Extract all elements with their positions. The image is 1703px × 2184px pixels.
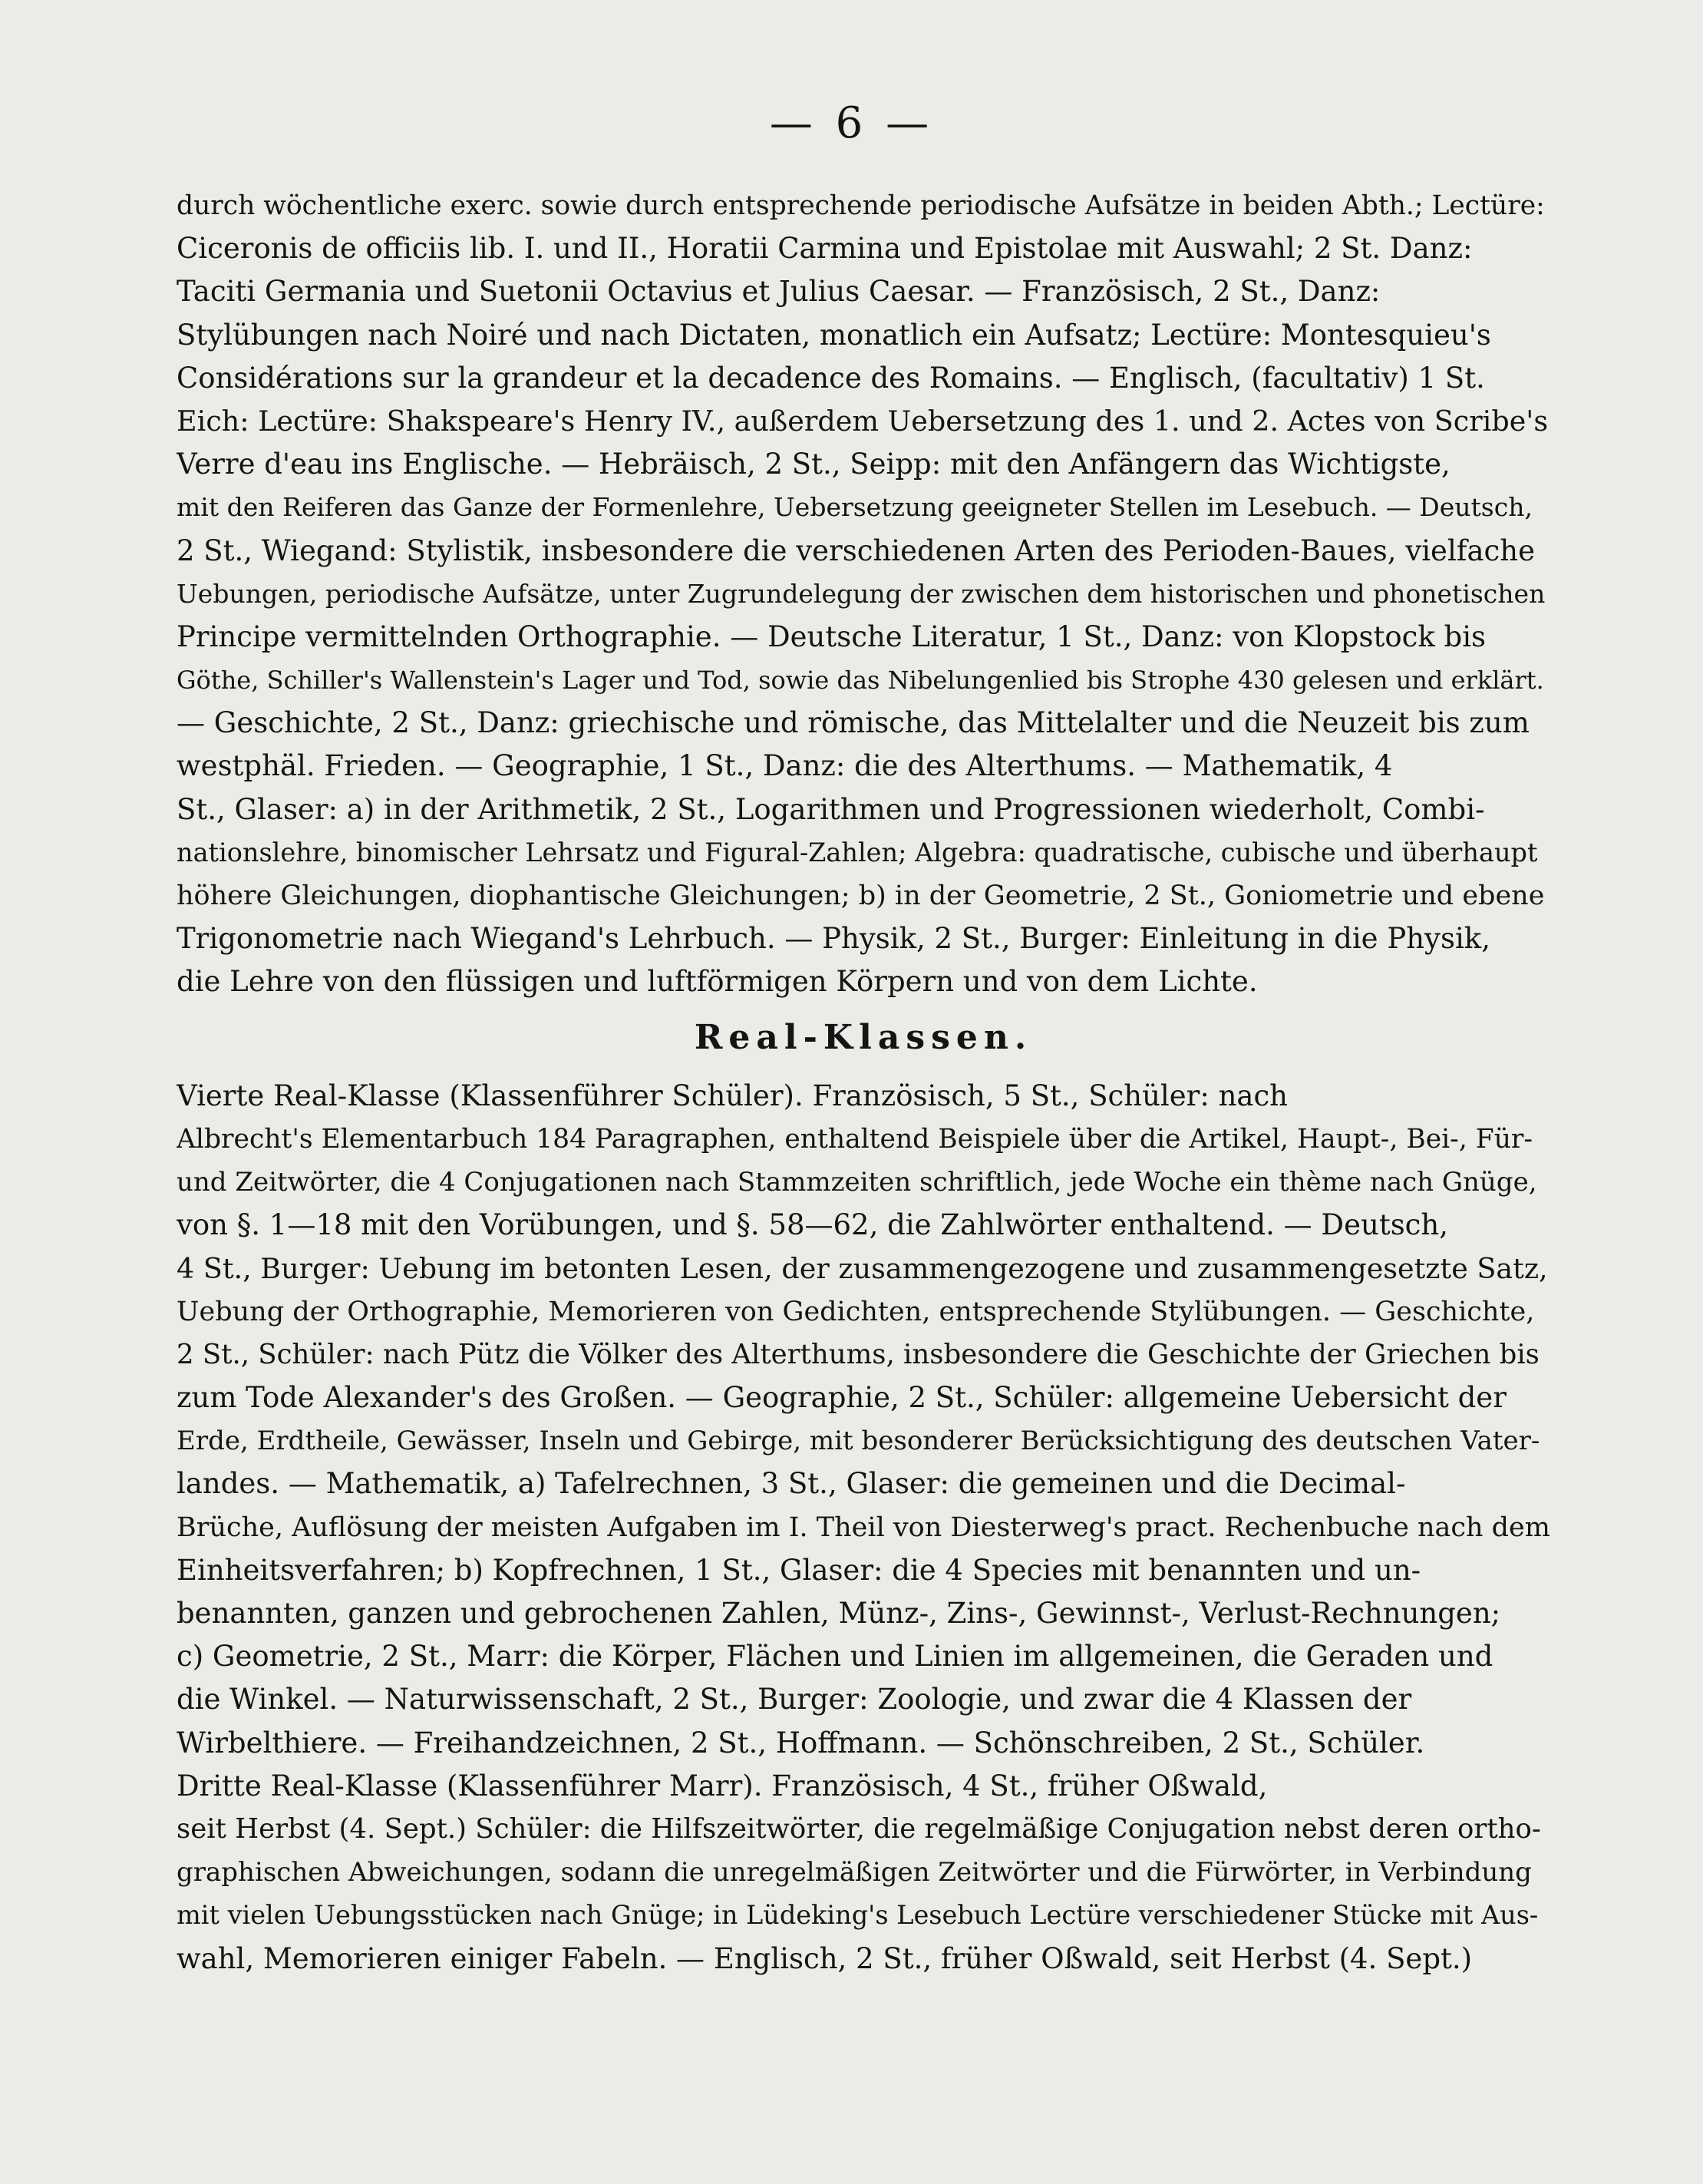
text-line: durch wöchentliche exerc. sowie durch entsprechende periodische Aufsätze in beiden Abth.; Lectüre: [177, 190, 1545, 221]
text-line: zum Tode Alexander's des Großen. — Geographie, 2 St., Schüler: allgemeine Uebersicht der [177, 1381, 1507, 1415]
text-line: Uebung der Orthographie, Memorieren von Gedichten, entsprechende Stylübungen. — Geschichte, [177, 1296, 1535, 1327]
text-line: Stylübungen nach Noiré und nach Dictaten, monatlich ein Aufsatz; Lectüre: Montesquieu's [177, 318, 1491, 352]
text-line: von §. 1—18 mit den Vorübungen, und §. 58—62, die Zahlwörter enthaltend. — Deutsch, [177, 1208, 1448, 1242]
text-line: Verre d'eau ins Englische. — Hebräisch, 2 St., Seipp: mit den Anfängern das Wichtigste, [177, 448, 1451, 481]
section-heading: Real-Klassen. [694, 1017, 1033, 1057]
text-line: mit den Reiferen das Ganze der Formenlehre, Uebersetzung geeigneter Stellen im Lesebuch. — Deutsch, [177, 492, 1533, 523]
text-line: Wirbelthiere. — Freihandzeichnen, 2 St., Hoffmann. — Schönschreiben, 2 St., Schüler. [177, 1726, 1425, 1759]
text-line: seit Herbst (4. Sept.) Schüler: die Hilfszeitwörter, die regelmäßige Conjugation nebst deren ortho- [177, 1812, 1541, 1845]
text-line: wahl, Memorieren einiger Fabeln. — Englisch, 2 St., früher Oßwald, seit Herbst (4. Sept.) [177, 1941, 1473, 1975]
text-line: nationslehre, binomischer Lehrsatz und Figural-Zahlen; Algebra: quadratische, cubische und überhaupt [177, 837, 1538, 867]
text-line: — Geschichte, 2 St., Danz: griechische und römische, das Mittelalter und die Neuzeit bis zum [177, 706, 1530, 740]
text-line: Trigonometrie nach Wiegand's Lehrbuch. — Physik, 2 St., Burger: Einleitung in die Physik, [177, 922, 1490, 956]
text-line: Considérations sur la grandeur et la decadence des Romains. — Englisch, (facultativ) 1 St. [177, 361, 1485, 395]
text-line: c) Geometrie, 2 St., Marr: die Körper, Flächen und Linien im allgemeinen, die Geraden und [177, 1640, 1493, 1674]
text-line: die Lehre von den flüssigen und luftförmigen Körpern und von dem Lichte. [177, 965, 1258, 999]
text-line: 4 St., Burger: Uebung im betonten Lesen, der zusammengezogene und zusammengesetzte Satz, [177, 1251, 1548, 1285]
text-line: Göthe, Schiller's Wallenstein's Lager und Tod, sowie das Nibelungenlied bis Strophe 430 gelesen und erklärt. [177, 666, 1544, 696]
text-line: Principe vermittelnden Orthographie. — Deutsche Literatur, 1 St., Danz: von Klopstock bis [177, 620, 1487, 653]
text-line: Einheitsverfahren; b) Kopfrechnen, 1 St., Glaser: die 4 Species mit benannten und un- [177, 1553, 1421, 1587]
text-line: St., Glaser: a) in der Arithmetik, 2 St., Logarithmen und Progressionen wiederholt, Combi- [177, 792, 1485, 826]
text-line: benannten, ganzen und gebrochenen Zahlen, Münz-, Zins-, Gewinnst-, Verlust-Rechnungen; [177, 1597, 1501, 1630]
text-line: die Winkel. — Naturwissenschaft, 2 St., Burger: Zoologie, und zwar die 4 Klassen der [177, 1683, 1412, 1716]
text-line: Uebungen, periodische Aufsätze, unter Zugrundelegung der zwischen dem historischen und phonetischen [177, 578, 1546, 609]
text-line: westphäl. Frieden. — Geographie, 1 St., Danz: die des Alterthums. — Mathematik, 4 [177, 749, 1393, 783]
text-line: und Zeitwörter, die 4 Conjugationen nach Stammzeiten schriftlich, jede Woche ein thème nach Gnüge, [177, 1167, 1537, 1198]
text-line: Eich: Lectüre: Shakspeare's Henry IV., außerdem Uebersetzung des 1. und 2. Actes von Scribe's [177, 404, 1549, 438]
text-line: höhere Gleichungen, diophantische Gleichungen; b) in der Geometrie, 2 St., Goniometrie und ebene [177, 881, 1545, 911]
text-line: 2 St., Wiegand: Stylistik, insbesondere die verschiedenen Arten des Perioden-Baues, vielfache [177, 534, 1535, 567]
text-line: Brüche, Auflösung der meisten Aufgaben im I. Theil von Diesterweg's pract. Rechenbuche nach dem [177, 1512, 1550, 1543]
text-line: mit vielen Uebungsstücken nach Gnüge; in Lüdeking's Lesebuch Lectüre verschiedener Stücke mit Aus- [177, 1900, 1539, 1931]
text-line: Vierte Real-Klasse (Klassenführer Schüler). Französisch, 5 St., Schüler: nach [177, 1079, 1289, 1112]
page-number: — 6 — [769, 98, 934, 148]
text-line: Dritte Real-Klasse (Klassenführer Marr). Französisch, 4 St., früher Oßwald, [177, 1769, 1268, 1802]
text-line: Taciti Germania und Suetonii Octavius et Julius Caesar. — Französisch, 2 St., Danz: [177, 275, 1381, 309]
text-line: Albrecht's Elementarbuch 184 Paragraphen, enthaltend Beispiele über die Artikel, Haupt-, Bei-, Für- [177, 1123, 1533, 1155]
body-text [177, 184, 1550, 1981]
text-line: Erde, Erdtheile, Gewässer, Inseln und Gebirge, mit besonderer Berücksichtigung des deutschen Vater- [177, 1426, 1540, 1457]
text-line: graphischen Abweichungen, sodann die unregelmäßigen Zeitwörter und die Fürwörter, in Verbindung [177, 1857, 1532, 1888]
text-line: 2 St., Schüler: nach Pütz die Völker des Alterthums, insbesondere die Geschichte der Griechen bis [177, 1338, 1540, 1370]
text-line: Ciceronis de officiis lib. I. und II., Horatii Carmina und Epistolae mit Auswahl; 2 St. Danz: [177, 232, 1473, 266]
text-line: landes. — Mathematik, a) Tafelrechnen, 3 St., Glaser: die gemeinen und die Decimal- [177, 1467, 1406, 1501]
